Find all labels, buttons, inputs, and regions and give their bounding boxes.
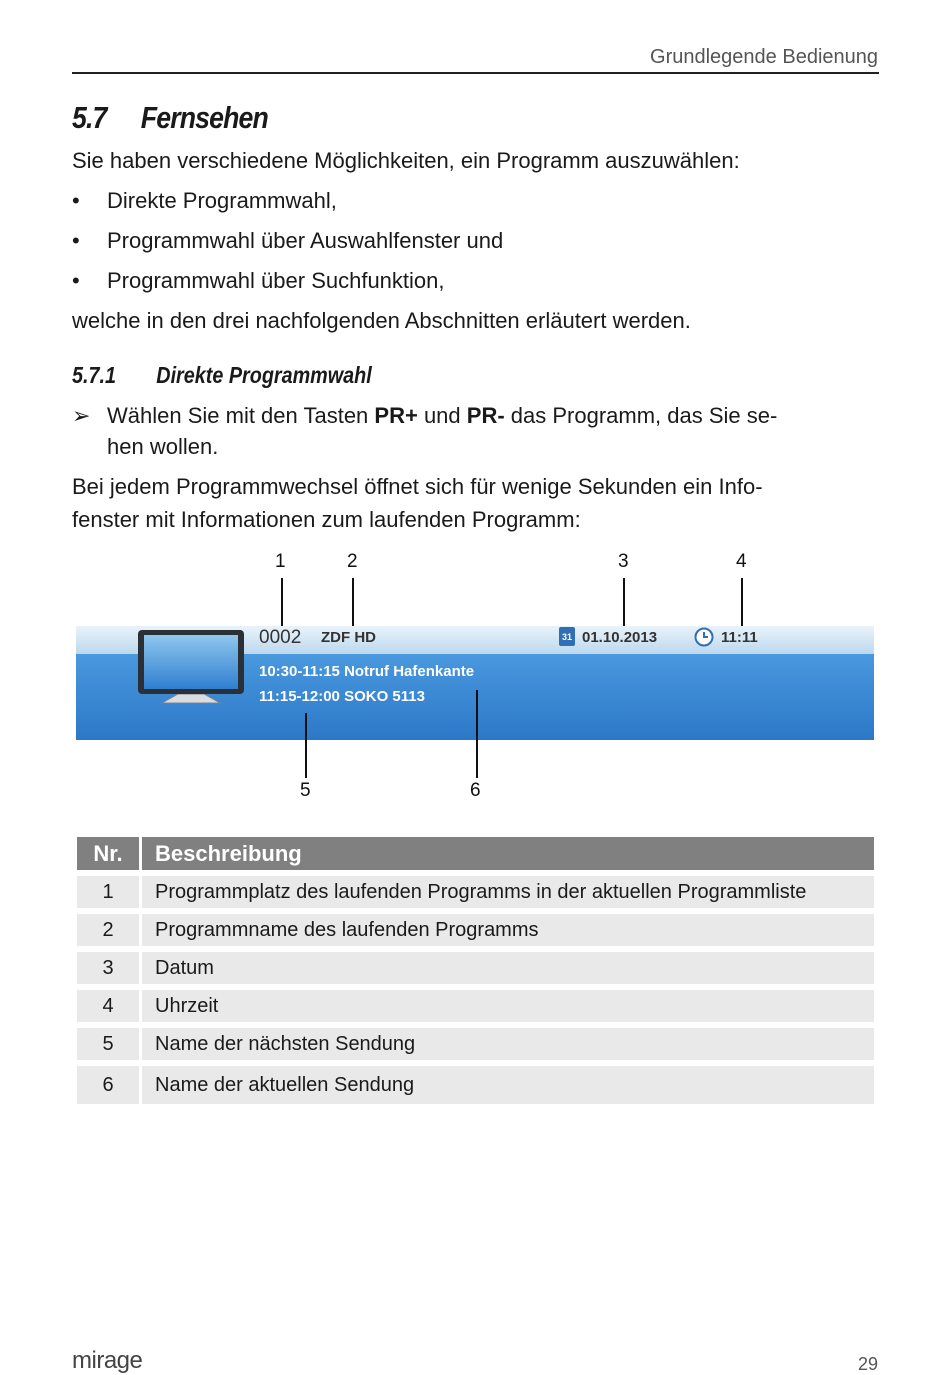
key-pr-plus: PR+ [374, 403, 418, 428]
subsection-title: Direkte Programmwahl [156, 362, 372, 388]
header-description: Beschreibung [142, 837, 874, 870]
tv-icon [138, 630, 244, 694]
bullet-item [72, 188, 337, 214]
bullet-text: Programmwahl über Auswahlfenster und [107, 228, 504, 253]
table-row [77, 1066, 874, 1104]
subsection-heading [72, 362, 372, 389]
row-description: Uhrzeit [142, 990, 874, 1022]
row-description: Name der aktuellen Sendung [142, 1066, 874, 1104]
callout-line-6 [476, 690, 478, 778]
description-table [74, 831, 877, 1110]
callout-line-4 [741, 578, 743, 626]
table-header-row [77, 837, 874, 870]
header-rule [72, 72, 879, 74]
running-head: Grundlegende Bedienung [650, 46, 878, 68]
row-nr: 1 [77, 876, 139, 908]
table-row [77, 1028, 874, 1060]
subsection-number: 5.7.1 [72, 362, 116, 388]
bullet-item [72, 268, 445, 294]
table-row [77, 952, 874, 984]
next-show: 11:15-12:00 SOKO 5113 [259, 688, 425, 705]
key-pr-minus: PR- [466, 403, 505, 428]
channel-name: ZDF HD [321, 629, 376, 646]
channel-number: 0002 [259, 627, 302, 648]
callout-line-3 [623, 578, 625, 626]
table-row [77, 990, 874, 1022]
bullet-dot: • [72, 228, 80, 253]
row-description: Datum [142, 952, 874, 984]
brand-logo: mirage [72, 1347, 143, 1374]
callout-3: 3 [618, 551, 629, 572]
paragraph-line: fenster mit Informationen zum laufenden Programm: [72, 507, 581, 532]
row-nr: 3 [77, 952, 139, 984]
callout-line-2 [352, 578, 354, 626]
step-instruction: ➢ Wählen Sie mit den Tasten PR+ und PR- das Programm, das Sie se- [72, 400, 777, 432]
row-description: Programmname des laufenden Programms [142, 914, 874, 946]
step-instruction-cont: hen wollen. [107, 434, 219, 459]
time-display: 11:11 [721, 629, 758, 646]
callout-5: 5 [300, 780, 311, 801]
callout-line-1 [281, 578, 283, 626]
tv-stand-icon [160, 694, 222, 704]
callout-line-5 [305, 713, 307, 778]
row-description: Name der nächsten Sendung [142, 1028, 874, 1060]
section-number: 5.7 [72, 100, 107, 135]
bullet-item [72, 228, 503, 254]
bullet-text: Programmwahl über Suchfunktion, [107, 268, 445, 293]
callout-1: 1 [275, 551, 286, 572]
row-description: Programmplatz des laufenden Programms in der aktuellen Programmliste [142, 876, 874, 908]
section-heading [72, 100, 268, 136]
page-number: 29 [857, 1354, 878, 1374]
current-show: 10:30-11:15 Notruf Hafenkante [259, 663, 475, 680]
row-nr: 4 [77, 990, 139, 1022]
calendar-icon: 31 [559, 627, 575, 646]
row-nr: 2 [77, 914, 139, 946]
table-row [77, 876, 874, 908]
arrow-bullet-icon: ➢ [72, 403, 91, 428]
callout-6: 6 [470, 780, 481, 801]
date-display: 01.10.2013 [582, 629, 658, 646]
row-nr: 5 [77, 1028, 139, 1060]
callout-4: 4 [736, 551, 747, 572]
bullet-text: Direkte Programmwahl, [107, 188, 337, 213]
after-bullets-text: welche in den drei nachfolgenden Abschnitten erläutert werden. [72, 308, 691, 333]
bullet-dot: • [72, 188, 80, 213]
intro-text: Sie haben verschiedene Möglichkeiten, ein Programm auszuwählen: [72, 148, 740, 173]
table-row [77, 914, 874, 946]
section-title: Fernsehen [140, 100, 268, 135]
row-nr: 6 [77, 1066, 139, 1104]
clock-icon [694, 627, 714, 647]
header-nr: Nr. [77, 837, 139, 870]
bullet-dot: • [72, 268, 80, 293]
callout-2: 2 [347, 551, 358, 572]
paragraph-line: Bei jedem Programmwechsel öffnet sich für wenige Sekunden ein Info- [72, 474, 763, 499]
